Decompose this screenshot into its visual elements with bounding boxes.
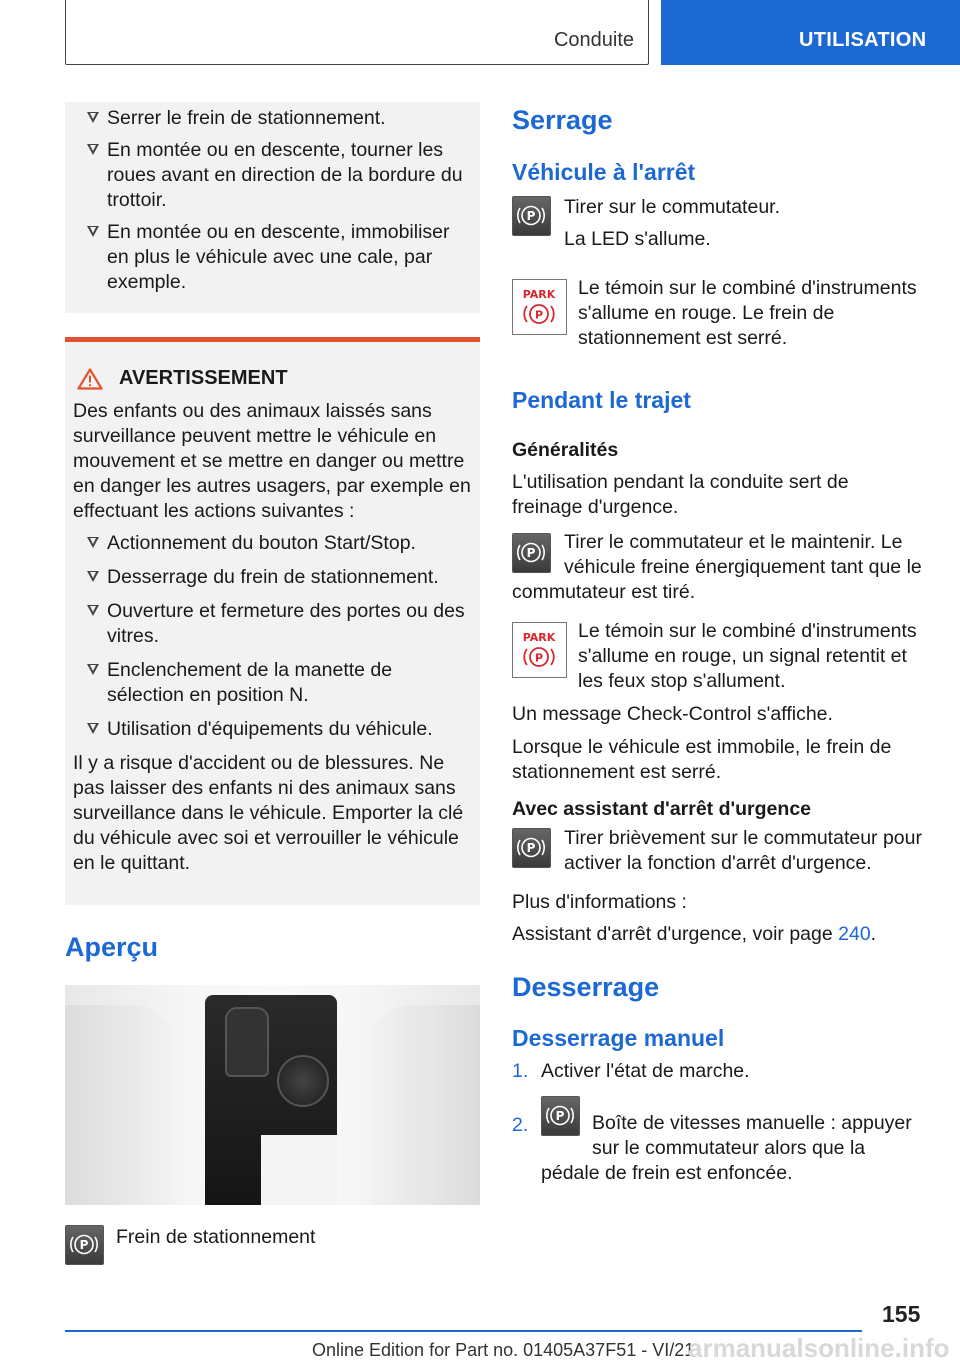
arret-text-1: Tirer sur le commutateur. [564, 196, 781, 218]
list-item: Enclenchement de la manette de sélection en position N. [73, 658, 472, 708]
triangle-bullet-icon [87, 226, 99, 237]
serrage-heading: Serrage [512, 105, 613, 135]
svg-text:P: P [79, 1238, 89, 1252]
photo-caption: Frein de stationnement [116, 1226, 316, 1248]
page-link-240[interactable]: 240 [838, 923, 871, 945]
left-column [65, 102, 480, 1265]
trajet-icon-text: Tirer le commutateur et le maintenir. Le véhicule freine énergiquement tant que le commutateur est tiré. [512, 531, 922, 603]
list-item: Ouverture et fermeture des portes ou des vitres. [73, 599, 472, 649]
manuel-heading: Desserrage manuel [512, 1025, 725, 1051]
arret-heading: Véhicule à l'arrêt [512, 159, 696, 185]
generalites-heading: Généralités [512, 439, 619, 461]
step-1 [512, 1059, 922, 1084]
svg-text:PARK: PARK [522, 288, 556, 301]
triangle-bullet-icon [87, 112, 99, 123]
parking-tips-box [65, 102, 480, 313]
step-2 [512, 1096, 922, 1186]
warning-intro: Des enfants ou des animaux laissés sans surveillance peuvent mettre le véhicule en mouvement et se mettre en danger ou mettre en danger les autres usagers, par exemple en effectuant les actions suivantes : [73, 400, 471, 522]
caption-row [65, 1225, 480, 1265]
list-item: En montée ou en descente, immobiliser en plus le véhicule avec une cale, par exemple. [73, 220, 472, 295]
footer-edition: Online Edition for Part no. 01405A37F51 - VI/21 [312, 1340, 695, 1360]
trajet-heading: Pendant le trajet [512, 387, 691, 413]
step-number: 2. [512, 1114, 529, 1136]
assistant-reference: Assistant d'arrêt d'urgence, voir page 240. [512, 923, 877, 945]
svg-text:P: P [534, 308, 544, 322]
warning-box [65, 337, 480, 905]
footer-divider [65, 1330, 862, 1332]
parking-brake-icon [512, 196, 551, 236]
trajet-park-text: Le témoin sur le combiné d'instruments s'allume en rouge, un signal retentit et les feux stop s'allument. [578, 620, 917, 692]
trajet-instruction [512, 530, 922, 605]
arret-instruction [512, 195, 922, 252]
triangle-bullet-icon [87, 605, 99, 616]
more-info-label: Plus d'informations : [512, 891, 687, 913]
list-item: Serrer le frein de stationnement. [73, 106, 472, 131]
arret-park-text: Le témoin sur le combiné d'instruments s'allume en rouge. Le frein de stationnement est serré. [578, 277, 917, 349]
parking-brake-icon [65, 1225, 104, 1265]
triangle-bullet-icon [87, 144, 99, 155]
parking-tips-list [73, 106, 472, 295]
svg-text:P: P [526, 841, 536, 855]
step-text: Boîte de vitesses manuelle : appuyer sur le commutateur alors que la pédale de frein est enfoncée. [541, 1112, 912, 1184]
parking-brake-icon [541, 1096, 580, 1136]
immobile-text: Lorsque le véhicule est immobile, le frein de stationnement est serré. [512, 736, 892, 783]
desserrage-heading: Desserrage [512, 972, 660, 1002]
header-chapter-tab[interactable] [661, 0, 960, 65]
step-number: 1. [512, 1060, 529, 1082]
header-section-box [65, 0, 649, 65]
triangle-bullet-icon [87, 571, 99, 582]
step-text: Activer l'état de marche. [541, 1060, 750, 1082]
list-item: Actionnement du bouton Start/Stop. [73, 531, 472, 556]
parking-brake-icon [512, 828, 551, 868]
overview-heading: Aperçu [65, 932, 159, 962]
generalites-text: L'utilisation pendant la conduite sert de freinage d'urgence. [512, 471, 849, 518]
right-column [512, 102, 922, 1186]
park-warning-icon [512, 279, 567, 335]
arret-text-2: La LED s'allume. [564, 228, 711, 250]
triangle-bullet-icon [87, 723, 99, 734]
page-number: 155 [882, 1301, 921, 1327]
list-item: Desserrage du frein de stationnement. [73, 565, 472, 590]
gear-selector [225, 1007, 269, 1077]
parking-brake-icon [512, 533, 551, 573]
arret-park-row [512, 276, 922, 351]
warning-title: AVERTISSEMENT [119, 367, 288, 389]
header-chapter-title: UTILISATION [799, 29, 927, 51]
park-warning-icon [512, 622, 567, 678]
console-photo [65, 985, 480, 1205]
header-section-title: Conduite [553, 29, 634, 51]
svg-text:PARK: PARK [522, 631, 556, 644]
list-item: Utilisation d'équipements du véhicule. [73, 717, 472, 742]
watermark: armanualsonline.info [688, 1333, 950, 1362]
triangle-bullet-icon [87, 664, 99, 675]
warning-triangle-icon [77, 368, 103, 390]
idrive-controller [277, 1055, 329, 1107]
warning-list [73, 531, 472, 742]
assistant-text: Tirer brièvement sur le commutateur pour activer la fonction d'arrêt d'urgence. [564, 827, 922, 874]
warning-heading [73, 366, 472, 391]
trajet-park-row [512, 619, 922, 694]
svg-text:P: P [526, 546, 536, 560]
assistant-heading: Avec assistant d'arrêt d'urgence [512, 798, 812, 820]
svg-text:P: P [526, 209, 536, 223]
triangle-bullet-icon [87, 537, 99, 548]
warning-outro: Il y a risque d'accident ou de blessures. Ne pas laisser des enfants ni des animaux sans surveillance dans le véhicule. Emporter la clé du véhicule avec soi et verrouiller le véhicule en le quittant. [73, 752, 464, 874]
list-item: En montée ou en descente, tourner les roues avant en direction de la bordure du trottoir. [73, 138, 472, 213]
svg-text:P: P [555, 1109, 565, 1123]
svg-text:P: P [534, 651, 544, 665]
check-control-text: Un message Check-Control s'affiche. [512, 703, 833, 725]
assistant-row [512, 826, 922, 876]
